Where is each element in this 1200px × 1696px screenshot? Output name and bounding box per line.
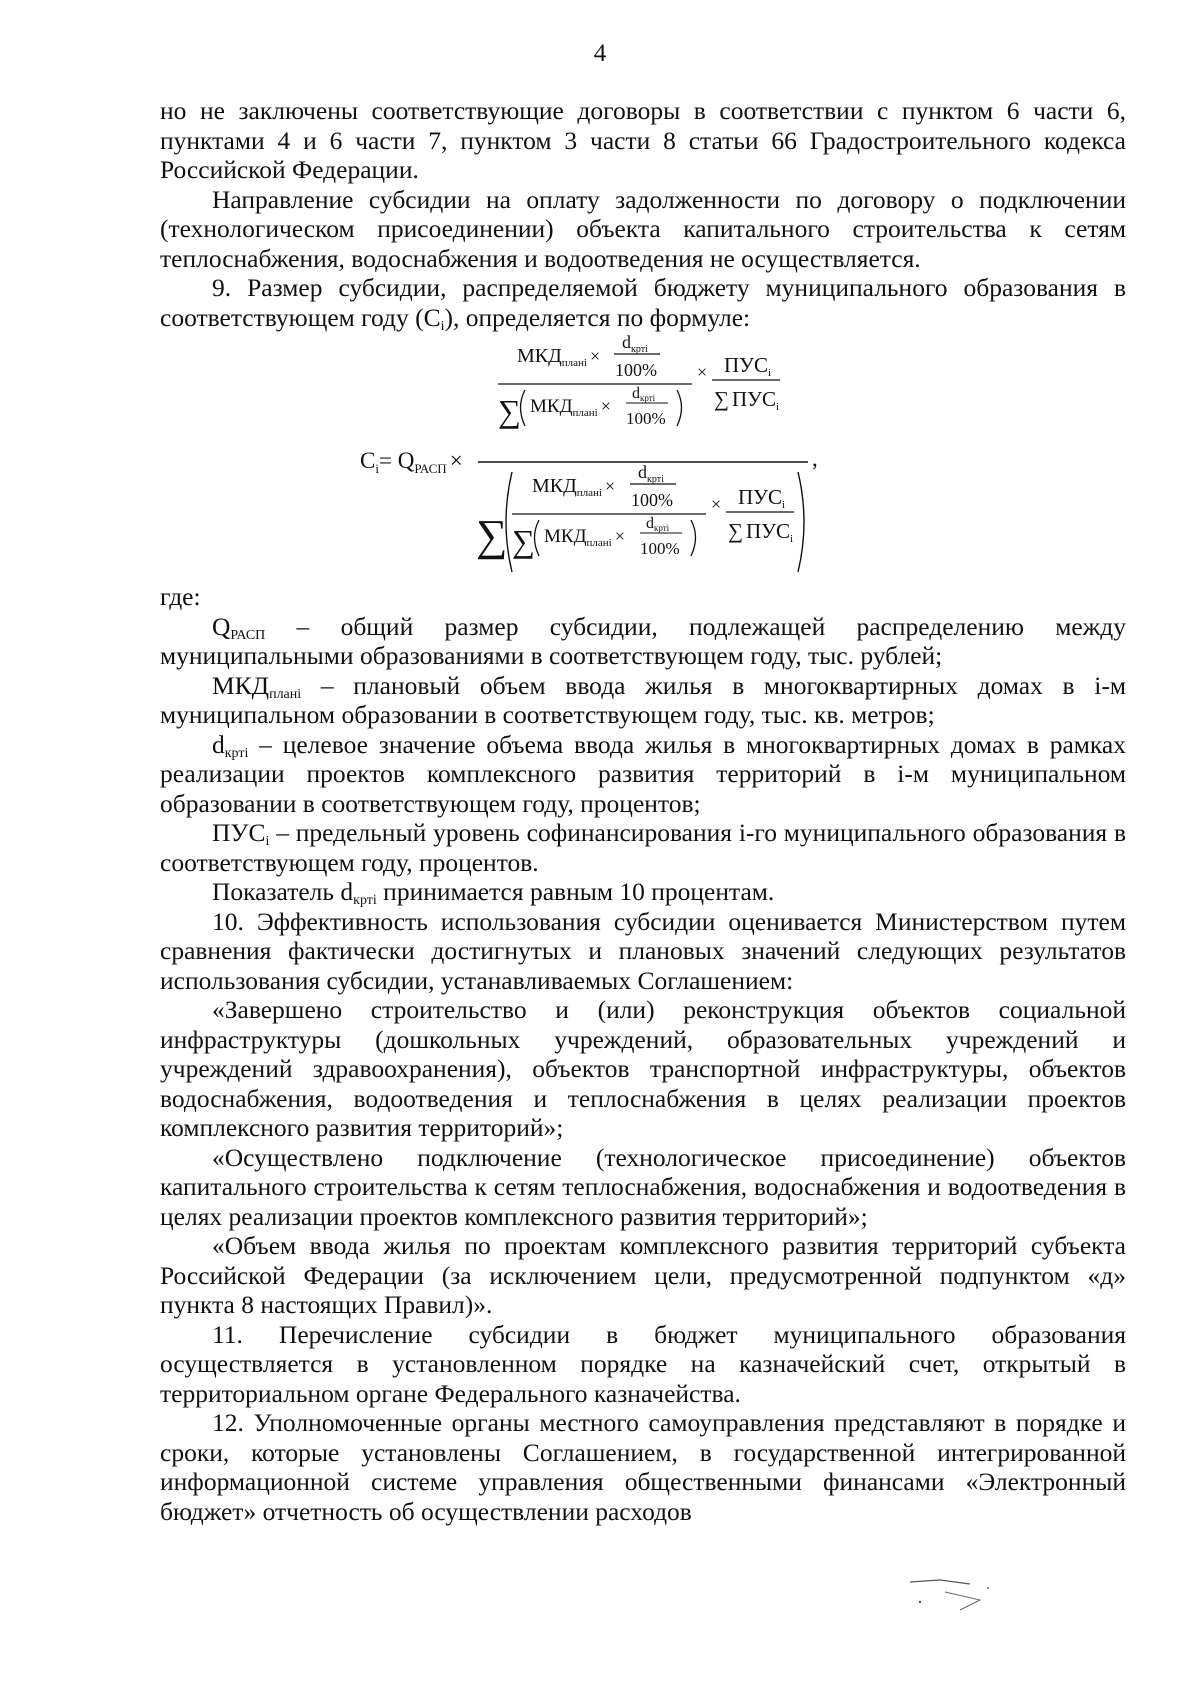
- num-den-100: 100%: [626, 409, 666, 428]
- num-sigma: ∑: [498, 393, 521, 429]
- definition-mkd: $МКД_{планi}$ – плановый объем ввода жилья в многоквартирных домах в i-м муниципальном образовании в соответствующем году, тыс. кв. метров;: [160, 670, 1126, 729]
- definition-pus: $ПУС_i$ – предельный уровень софинансирования i-го муниципального образования в соответствующем году, процентов.: [160, 818, 1126, 877]
- item-9-text-end: ), определяется по формуле:: [444, 302, 751, 332]
- num-den-mkd: $МКД_{планi}$ ×: [530, 396, 611, 419]
- num-sum-pus: ∑ ПУСi: [714, 387, 780, 413]
- svg-text:×: ×: [711, 494, 722, 514]
- paragraph-continuation: но не заключены соответствующие договоры в соответствии с пунктом 6 части 6, пунктами 4 и 6 части 7, пунктом 3 части 8 статьи 66 Градостроительного кодекса Российской Федерации.: [160, 96, 1126, 184]
- num-mkd: $МКД_{планi}$ ×: [517, 345, 601, 369]
- den-inner-mkd: $МКД_{планi}$ ×: [544, 526, 625, 549]
- den-100: 100%: [631, 490, 673, 510]
- scan-artifact-marks: [900, 1570, 1010, 1620]
- item-9-sub: i: [440, 318, 445, 334]
- num-pus: ПУСi: [724, 353, 772, 379]
- den-sum-pus: ∑ ПУСi: [728, 519, 794, 545]
- subsidy-formula: [160, 332, 1126, 582]
- den-sigma: ∑: [476, 511, 508, 560]
- definition-qrasp: $Q_{РАСП}$ – общий размер субсидии, подлежащей распределению между муниципальными образованиями в соответствующем году, тыс. рублей;: [160, 611, 1126, 670]
- result-1: «Завершено строительство и (или) реконструкция объектов социальной инфраструктуры (дошкольных учреждений, образовательных учреждений и учреждений здравоохранения), объектов транспортной инфраструктуры, объектов водоснабжения, водоотведения и теплоснабжения в целях реализации проектов комплексного развития территорий»;: [160, 995, 1126, 1142]
- svg-text:×: ×: [697, 362, 708, 382]
- document-body: [160, 96, 1126, 1526]
- indicator-sentence: Показатель $d_{кртi}$ принимается равным 10 процентам.: [212, 877, 775, 908]
- den-mkd: $МКД_{планi}$ ×: [532, 475, 616, 499]
- formula-lhs: $C_i= Q_{РАСП}$ ×: [360, 448, 463, 476]
- paragraph-item-12: 12. Уполномоченные органы местного самоуправления представляют в порядке и сроки, которые установлены Соглашением, в государственной интегрированной информационной системе управления общественными финансами «Электронный бюджет» отчетность об осуществлении расходов: [160, 1408, 1126, 1526]
- paragraph-item-11: 11. Перечисление субсидии в бюджет муниципального образования осуществляется в установленном порядке на казначейский счет, открытый в территориальном органе Федерального казначейства.: [160, 1319, 1126, 1408]
- num-d: $d_{кртi}$: [622, 332, 648, 355]
- result-2: «Осуществлено подключение (технологическое присоединение) объектов капитального строительства к сетям теплоснабжения, водоснабжения и водоотведения в целях реализации проектов комплексного развития территорий»;: [160, 1142, 1126, 1231]
- num-den-d: dкртi: [632, 385, 656, 403]
- item-9-text-start: 9. Размер субсидии, распределяемой бюджету муниципального образования в соответствующем году (C: [160, 273, 1126, 332]
- num-100: 100%: [615, 360, 657, 380]
- where-label: где:: [160, 582, 201, 611]
- paragraph-debt-direction: Направление субсидии на оплату задолженности по договору о подключении (технологическом присоединении) объекта капитального строительства к сетям теплоснабжения, водоснабжения и водоотведения не осуществляется.: [160, 184, 1126, 273]
- definition-d: $d_{кртi}$ – целевое значение объема ввода жилья в многоквартирных домах в рамках реализации проектов комплексного развития территорий в i-м муниципальном образовании в соответствующем году, процентов;: [160, 729, 1126, 818]
- svg-text:,: ,: [812, 446, 818, 471]
- paragraph-item-10: 10. Эффективность использования субсидии оценивается Министерством путем сравнения фактически достигнутых и плановых значений следующих результатов использования субсидии, устанавливаемых Соглашением:: [160, 906, 1126, 995]
- den-inner-sigma: ∑: [512, 523, 535, 559]
- den-pus: ПУСi: [738, 485, 786, 511]
- den-inner-d: dкртi: [646, 515, 670, 533]
- result-3: «Объем ввода жилья по проектам комплексного развития территорий субъекта Российской Федерации (за исключением цели, предусмотренной подпунктом «д» пункта 8 настоящих Правил)».: [160, 1231, 1126, 1319]
- page-number: 4: [593, 40, 607, 67]
- den-d: $d_{кртi}$: [638, 462, 664, 485]
- formula-graphic: [160, 332, 1126, 582]
- den-inner-100: 100%: [640, 539, 680, 558]
- paragraph-item-9: [160, 273, 1126, 332]
